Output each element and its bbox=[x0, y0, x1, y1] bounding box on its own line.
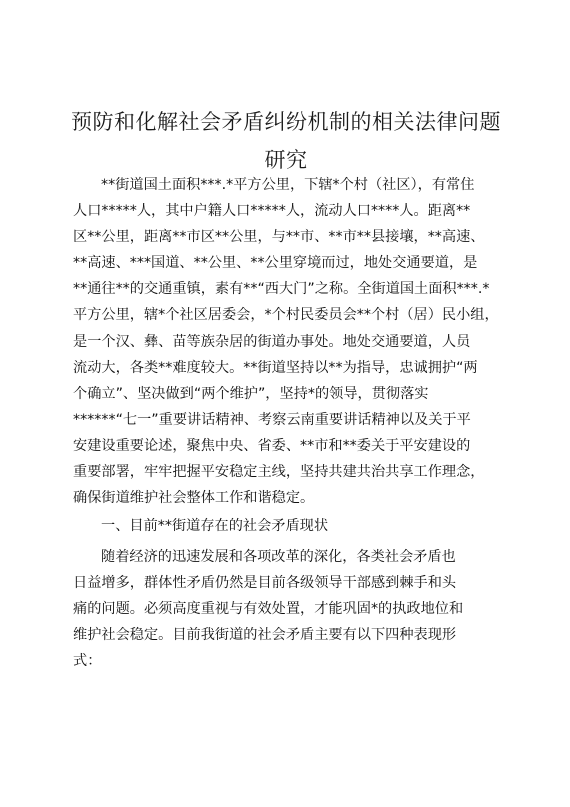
paragraph-line: 随着经济的迅速发展和各项改革的深化，各类社会矛盾也 bbox=[101, 549, 456, 565]
paragraph-line: 重要部署，牢牢把握平安稳定主线，坚持共建共治共享工作理念， bbox=[73, 464, 485, 481]
paragraph-line: 确保街道维护社会整体工作和谐稳定。 bbox=[73, 490, 315, 507]
paragraph-overview bbox=[73, 172, 503, 511]
paragraph-line: **通往**的交通重镇，素有**“西大门”之称。全街道国土面积***.* bbox=[73, 281, 490, 298]
paragraph-current-situation bbox=[73, 544, 503, 674]
paragraph-line: 维护社会稳定。目前我街道的社会矛盾主要有以下四种表现形 bbox=[73, 627, 457, 644]
document-title-line-1: 预防和化解社会矛盾纠纷机制的相关法律问题 bbox=[71, 110, 501, 134]
paragraph-line: 痛的问题。必须高度重视与有效处置，才能巩固*的执政地位和 bbox=[73, 601, 464, 618]
paragraph-line: 日益增多，群体性矛盾仍然是目前各级领导干部感到棘手和头 bbox=[73, 575, 457, 592]
paragraph-line: 是一个汉、彝、苗等族杂居的街道办事处。地处交通要道，人员 bbox=[73, 333, 471, 350]
paragraph-line: 个确立”、坚决做到“两个维护”，坚持*的领导，贯彻落实 bbox=[73, 385, 429, 402]
paragraph-line: **高速、***国道、**公里、**公里穿境而过，地处交通要道，是 bbox=[73, 255, 478, 272]
paragraph-line: 安建设重要论述，聚焦中央、省委、**市和**委关于平安建设的 bbox=[73, 437, 471, 454]
paragraph-line: 流动大，各类**难度较大。**街道坚持以**为指导，忠诚拥护“两 bbox=[73, 359, 478, 376]
paragraph-line: **街道国土面积***.*平方公里，下辖*个村（社区），有常住 bbox=[101, 177, 475, 193]
section-heading bbox=[73, 513, 503, 539]
paragraph-line: 平方公里，辖*个社区居委会，*个村民委员会**个村（居）民小组， bbox=[73, 307, 499, 324]
paragraph-line: 式： bbox=[73, 653, 102, 670]
section-heading-text: 一、目前**街道存在的社会矛盾现状 bbox=[101, 518, 329, 534]
paragraph-line: 人口*****人，其中户籍人口*****人，流动人口****人。距离** bbox=[73, 203, 471, 220]
paragraph-line: 区**公里，距离**市区**公里，与**市、**市**县接壤，**高速、 bbox=[73, 229, 485, 246]
document-title-line-2: 研究 bbox=[264, 148, 308, 172]
paragraph-line: ******“七一”重要讲话精神、考察云南重要讲话精神以及关于平 bbox=[73, 411, 471, 428]
